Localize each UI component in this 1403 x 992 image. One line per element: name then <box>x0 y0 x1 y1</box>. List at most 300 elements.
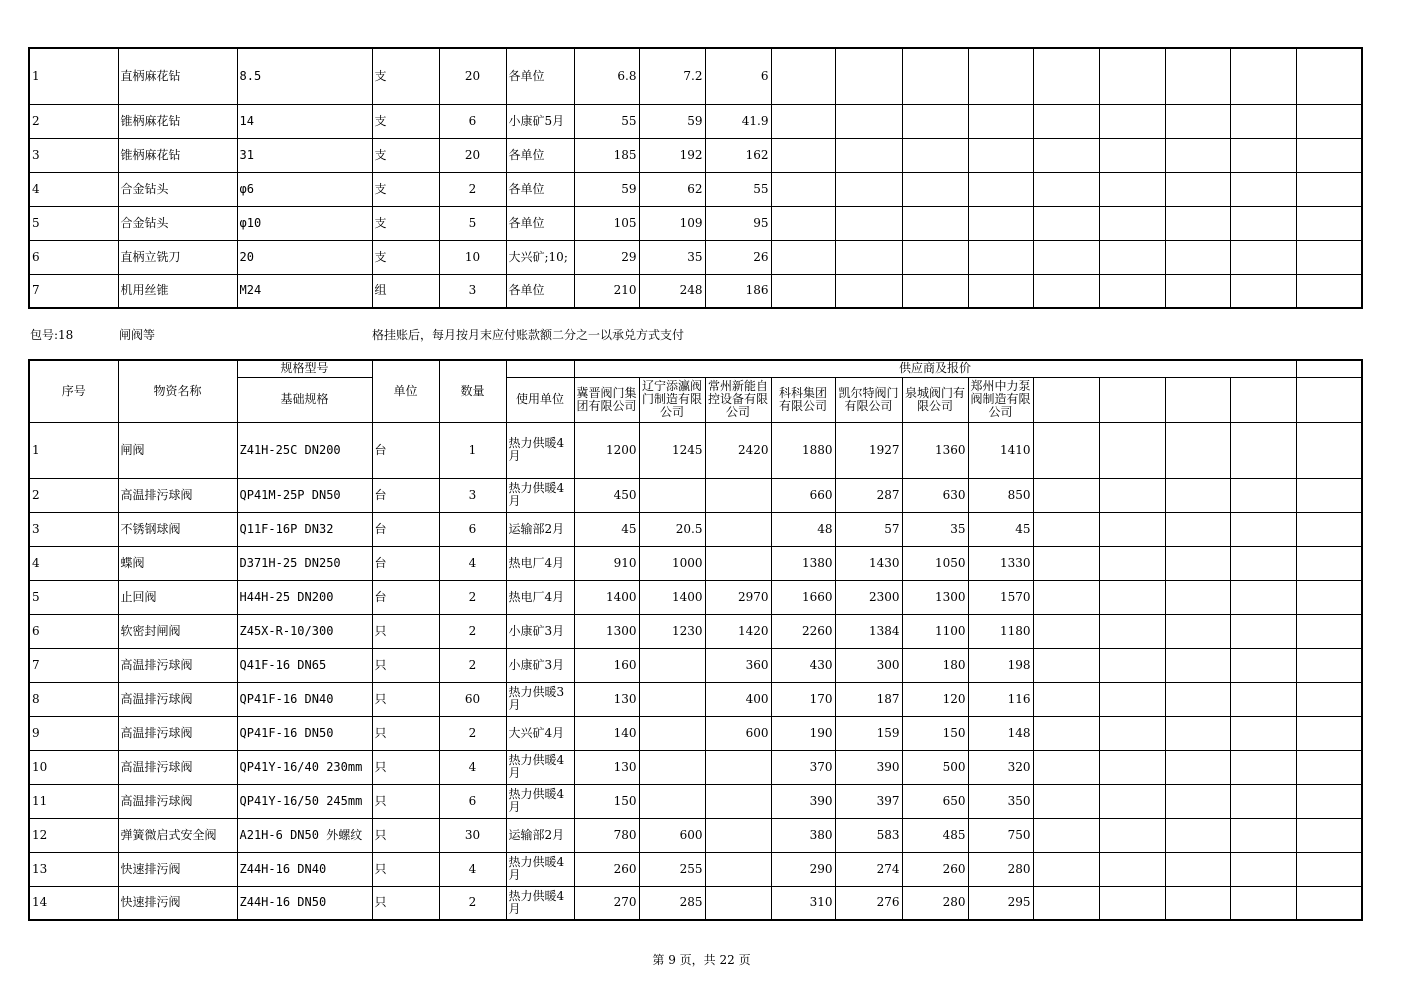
item-qty: 2 <box>439 580 506 614</box>
price-cell <box>705 852 771 886</box>
header-last-top <box>1296 360 1362 377</box>
empty-cell <box>1033 716 1099 750</box>
item-unit: 组 <box>372 274 439 308</box>
row-number: 1 <box>29 48 118 104</box>
price-cell: 57 <box>835 512 902 546</box>
table-row <box>29 138 1362 172</box>
item-name: 不锈钢球阀 <box>118 512 237 546</box>
price-cell: 276 <box>835 886 902 920</box>
item-name: 蝶阀 <box>118 546 237 580</box>
item-spec: QP41Y-16/40 230mm <box>237 750 372 784</box>
price-cell: 650 <box>902 784 968 818</box>
price-cell: 850 <box>968 478 1033 512</box>
price-cell: 35 <box>639 240 705 274</box>
item-qty: 20 <box>439 138 506 172</box>
header-supplier-3: 常州新能自控设备有限公司 <box>705 377 771 422</box>
header-spec: 基础规格 <box>237 377 372 422</box>
item-name: 快速排污阀 <box>118 886 237 920</box>
item-unit: 只 <box>372 614 439 648</box>
main-price-table <box>28 359 1363 921</box>
item-unit: 只 <box>372 886 439 920</box>
item-qty: 4 <box>439 750 506 784</box>
price-cell: 285 <box>639 886 705 920</box>
price-cell: 55 <box>574 104 639 138</box>
price-cell: 1400 <box>574 580 639 614</box>
table-row <box>29 852 1362 886</box>
item-qty: 2 <box>439 614 506 648</box>
price-cell: 62 <box>639 172 705 206</box>
empty-cell <box>1165 512 1230 546</box>
empty-cell <box>1165 580 1230 614</box>
row-number: 6 <box>29 240 118 274</box>
price-cell: 750 <box>968 818 1033 852</box>
header-name: 物资名称 <box>118 360 237 422</box>
empty-cell <box>1230 274 1296 308</box>
item-spec: φ10 <box>237 206 372 240</box>
item-qty: 6 <box>439 104 506 138</box>
empty-cell <box>1099 478 1165 512</box>
price-cell <box>639 750 705 784</box>
empty-cell <box>1230 138 1296 172</box>
price-cell: 1430 <box>835 546 902 580</box>
empty-cell <box>1165 682 1230 716</box>
empty-cell <box>1099 48 1165 104</box>
price-cell: 320 <box>968 750 1033 784</box>
item-spec: Q41F-16 DN65 <box>237 648 372 682</box>
price-cell: 109 <box>639 206 705 240</box>
item-qty: 4 <box>439 546 506 580</box>
item-unit: 只 <box>372 682 439 716</box>
empty-cell <box>1230 614 1296 648</box>
header-spec-group: 规格型号 <box>237 360 372 377</box>
price-cell: 170 <box>771 682 835 716</box>
empty-cell <box>1033 422 1099 478</box>
top-table-body <box>29 48 1362 308</box>
empty-cell <box>1296 172 1362 206</box>
item-unit: 只 <box>372 818 439 852</box>
item-user: 各单位 <box>506 274 574 308</box>
empty-cell <box>1099 172 1165 206</box>
price-cell: 1927 <box>835 422 902 478</box>
price-cell: 600 <box>705 716 771 750</box>
empty-cell <box>1099 886 1165 920</box>
empty-cell <box>1165 750 1230 784</box>
empty-cell <box>902 138 968 172</box>
price-cell: 310 <box>771 886 835 920</box>
empty-cell <box>1165 240 1230 274</box>
empty-cell <box>1033 138 1099 172</box>
item-spec: Z45X-R-10/300 <box>237 614 372 648</box>
empty-cell <box>1033 478 1099 512</box>
item-spec: Z44H-16 DN50 <box>237 886 372 920</box>
empty-cell <box>1033 512 1099 546</box>
row-number: 6 <box>29 614 118 648</box>
table-row <box>29 422 1362 478</box>
empty-cell <box>1099 716 1165 750</box>
price-cell: 29 <box>574 240 639 274</box>
top-price-table <box>28 47 1363 309</box>
item-name: 高温排污球阀 <box>118 716 237 750</box>
table-row <box>29 274 1362 308</box>
price-cell: 6.8 <box>574 48 639 104</box>
item-qty: 4 <box>439 852 506 886</box>
empty-cell <box>1230 852 1296 886</box>
table-row <box>29 48 1362 104</box>
price-cell: 500 <box>902 750 968 784</box>
price-cell: 48 <box>771 512 835 546</box>
table-row <box>29 172 1362 206</box>
item-spec: Z41H-25C DN200 <box>237 422 372 478</box>
price-cell: 1245 <box>639 422 705 478</box>
price-cell <box>705 478 771 512</box>
empty-cell <box>771 138 835 172</box>
price-cell <box>639 784 705 818</box>
item-spec: M24 <box>237 274 372 308</box>
price-cell: 1420 <box>705 614 771 648</box>
item-name: 高温排污球阀 <box>118 682 237 716</box>
item-user: 热力供暖4月 <box>506 886 574 920</box>
price-cell: 105 <box>574 206 639 240</box>
price-cell: 2420 <box>705 422 771 478</box>
header-empty <box>1099 377 1165 422</box>
empty-cell <box>902 274 968 308</box>
price-cell: 186 <box>705 274 771 308</box>
empty-cell <box>902 172 968 206</box>
price-cell: 198 <box>968 648 1033 682</box>
table-row <box>29 886 1362 920</box>
empty-cell <box>1033 750 1099 784</box>
empty-cell <box>902 240 968 274</box>
item-spec: QP41M-25P DN50 <box>237 478 372 512</box>
empty-cell <box>1230 716 1296 750</box>
item-unit: 只 <box>372 750 439 784</box>
header-supplier-4: 科科集团有限公司 <box>771 377 835 422</box>
item-spec: D371H-25 DN250 <box>237 546 372 580</box>
header-empty <box>1230 377 1296 422</box>
item-user: 热电厂4月 <box>506 546 574 580</box>
header-suppliers-group: 供应商及报价 <box>574 360 1296 377</box>
empty-cell <box>1099 682 1165 716</box>
item-name: 合金钻头 <box>118 172 237 206</box>
price-cell: 430 <box>771 648 835 682</box>
item-qty: 60 <box>439 682 506 716</box>
empty-cell <box>1033 886 1099 920</box>
price-cell: 187 <box>835 682 902 716</box>
price-cell: 2970 <box>705 580 771 614</box>
item-name: 直柄麻花钻 <box>118 48 237 104</box>
empty-cell <box>835 48 902 104</box>
item-unit: 只 <box>372 648 439 682</box>
item-name: 快速排污阀 <box>118 852 237 886</box>
item-qty: 2 <box>439 886 506 920</box>
table-row <box>29 104 1362 138</box>
empty-cell <box>1230 682 1296 716</box>
item-unit: 支 <box>372 138 439 172</box>
empty-cell <box>1230 478 1296 512</box>
price-cell: 6 <box>705 48 771 104</box>
empty-cell <box>1033 614 1099 648</box>
item-spec: Q11F-16P DN32 <box>237 512 372 546</box>
price-cell: 45 <box>574 512 639 546</box>
item-user: 热力供暖4月 <box>506 852 574 886</box>
price-cell: 287 <box>835 478 902 512</box>
empty-cell <box>1033 784 1099 818</box>
price-cell: 1660 <box>771 580 835 614</box>
empty-cell <box>1230 886 1296 920</box>
empty-cell <box>1165 784 1230 818</box>
empty-cell <box>1230 48 1296 104</box>
price-cell: 260 <box>574 852 639 886</box>
item-name: 闸阀 <box>118 422 237 478</box>
row-number: 2 <box>29 478 118 512</box>
item-unit: 只 <box>372 716 439 750</box>
empty-cell <box>968 172 1033 206</box>
empty-cell <box>835 138 902 172</box>
price-cell <box>639 648 705 682</box>
item-spec: 20 <box>237 240 372 274</box>
price-cell: 295 <box>968 886 1033 920</box>
empty-cell <box>1099 852 1165 886</box>
empty-cell <box>1230 648 1296 682</box>
empty-cell <box>1296 716 1362 750</box>
empty-cell <box>1165 546 1230 580</box>
empty-cell <box>1099 274 1165 308</box>
price-cell <box>705 546 771 580</box>
header-supplier-5: 凯尔特阀门有限公司 <box>835 377 902 422</box>
header-unit: 单位 <box>372 360 439 422</box>
price-cell: 1180 <box>968 614 1033 648</box>
price-cell <box>705 512 771 546</box>
item-user: 各单位 <box>506 172 574 206</box>
empty-cell <box>771 240 835 274</box>
row-number: 14 <box>29 886 118 920</box>
header-row-1 <box>29 360 1362 377</box>
item-user: 热力供暖4月 <box>506 422 574 478</box>
price-cell <box>639 682 705 716</box>
item-unit: 台 <box>372 512 439 546</box>
price-cell <box>639 478 705 512</box>
empty-cell <box>835 172 902 206</box>
price-cell: 660 <box>771 478 835 512</box>
empty-cell <box>1296 512 1362 546</box>
empty-cell <box>1296 784 1362 818</box>
row-number: 9 <box>29 716 118 750</box>
empty-cell <box>1230 580 1296 614</box>
row-number: 8 <box>29 682 118 716</box>
empty-cell <box>1165 274 1230 308</box>
table-row <box>29 614 1362 648</box>
empty-cell <box>1033 206 1099 240</box>
empty-cell <box>1296 818 1362 852</box>
empty-cell <box>1165 614 1230 648</box>
empty-cell <box>1099 648 1165 682</box>
item-qty: 6 <box>439 512 506 546</box>
item-name: 弹簧微启式安全阀 <box>118 818 237 852</box>
package-label: 包号:18 <box>30 328 74 342</box>
empty-cell <box>1099 138 1165 172</box>
price-cell: 274 <box>835 852 902 886</box>
item-name: 锥柄麻花钻 <box>118 104 237 138</box>
row-number: 7 <box>29 274 118 308</box>
item-user: 小康矿3月 <box>506 614 574 648</box>
empty-cell <box>1033 580 1099 614</box>
empty-cell <box>902 48 968 104</box>
empty-cell <box>1165 886 1230 920</box>
empty-cell <box>1230 104 1296 138</box>
price-cell: 1570 <box>968 580 1033 614</box>
price-cell <box>705 818 771 852</box>
empty-cell <box>968 48 1033 104</box>
empty-cell <box>771 48 835 104</box>
price-cell: 910 <box>574 546 639 580</box>
item-unit: 支 <box>372 206 439 240</box>
item-unit: 只 <box>372 852 439 886</box>
row-number: 5 <box>29 206 118 240</box>
empty-cell <box>1165 818 1230 852</box>
empty-cell <box>1230 172 1296 206</box>
price-cell: 260 <box>902 852 968 886</box>
price-cell: 583 <box>835 818 902 852</box>
price-cell: 1400 <box>639 580 705 614</box>
price-cell: 1100 <box>902 614 968 648</box>
price-cell: 35 <box>902 512 968 546</box>
empty-cell <box>1230 422 1296 478</box>
empty-cell <box>1099 206 1165 240</box>
table-row <box>29 240 1362 274</box>
empty-cell <box>1099 546 1165 580</box>
price-cell: 180 <box>902 648 968 682</box>
item-qty: 30 <box>439 818 506 852</box>
header-supplier-1: 冀晋阀门集团有限公司 <box>574 377 639 422</box>
item-unit: 支 <box>372 240 439 274</box>
item-qty: 3 <box>439 478 506 512</box>
item-name: 高温排污球阀 <box>118 648 237 682</box>
item-spec: 31 <box>237 138 372 172</box>
row-number: 10 <box>29 750 118 784</box>
empty-cell <box>1296 614 1362 648</box>
empty-cell <box>1165 48 1230 104</box>
item-spec: Z44H-16 DN40 <box>237 852 372 886</box>
item-user: 热力供暖4月 <box>506 478 574 512</box>
empty-cell <box>1230 240 1296 274</box>
item-user: 运输部2月 <box>506 512 574 546</box>
empty-cell <box>1296 206 1362 240</box>
price-cell: 2260 <box>771 614 835 648</box>
header-qty: 数量 <box>439 360 506 422</box>
item-name: 软密封闸阀 <box>118 614 237 648</box>
price-cell: 300 <box>835 648 902 682</box>
row-number: 2 <box>29 104 118 138</box>
empty-cell <box>1033 818 1099 852</box>
empty-cell <box>1099 104 1165 138</box>
empty-cell <box>1230 206 1296 240</box>
price-cell: 55 <box>705 172 771 206</box>
header-empty <box>1165 377 1230 422</box>
item-unit: 台 <box>372 580 439 614</box>
empty-cell <box>1099 512 1165 546</box>
item-user: 小康矿3月 <box>506 648 574 682</box>
price-cell: 159 <box>835 716 902 750</box>
empty-cell <box>1165 422 1230 478</box>
empty-cell <box>1230 750 1296 784</box>
empty-cell <box>1230 546 1296 580</box>
empty-cell <box>968 104 1033 138</box>
empty-cell <box>968 274 1033 308</box>
table-row <box>29 784 1362 818</box>
price-cell <box>639 716 705 750</box>
price-cell: 130 <box>574 682 639 716</box>
empty-cell <box>1296 138 1362 172</box>
empty-cell <box>1296 240 1362 274</box>
empty-cell <box>902 206 968 240</box>
item-user: 热力供暖4月 <box>506 784 574 818</box>
price-cell: 1410 <box>968 422 1033 478</box>
item-unit: 支 <box>372 172 439 206</box>
item-unit: 台 <box>372 422 439 478</box>
empty-cell <box>1230 512 1296 546</box>
price-cell: 397 <box>835 784 902 818</box>
item-qty: 3 <box>439 274 506 308</box>
empty-cell <box>1099 818 1165 852</box>
empty-cell <box>1033 104 1099 138</box>
price-cell: 1384 <box>835 614 902 648</box>
table-row <box>29 648 1362 682</box>
item-user: 小康矿5月 <box>506 104 574 138</box>
price-cell: 280 <box>968 852 1033 886</box>
row-number: 7 <box>29 648 118 682</box>
empty-cell <box>1165 478 1230 512</box>
empty-cell <box>1165 716 1230 750</box>
price-cell: 780 <box>574 818 639 852</box>
empty-cell <box>1099 422 1165 478</box>
item-qty: 2 <box>439 716 506 750</box>
empty-cell <box>1033 546 1099 580</box>
item-name: 合金钻头 <box>118 206 237 240</box>
price-cell: 1230 <box>639 614 705 648</box>
empty-cell <box>1165 138 1230 172</box>
price-cell: 390 <box>771 784 835 818</box>
item-qty: 20 <box>439 48 506 104</box>
price-cell: 380 <box>771 818 835 852</box>
price-cell <box>705 784 771 818</box>
row-number: 11 <box>29 784 118 818</box>
price-cell: 280 <box>902 886 968 920</box>
empty-cell <box>835 206 902 240</box>
price-cell: 360 <box>705 648 771 682</box>
table-row <box>29 546 1362 580</box>
price-cell: 350 <box>968 784 1033 818</box>
empty-cell <box>1033 172 1099 206</box>
price-cell: 1380 <box>771 546 835 580</box>
item-spec: H44H-25 DN200 <box>237 580 372 614</box>
item-qty: 2 <box>439 172 506 206</box>
empty-cell <box>902 104 968 138</box>
empty-cell <box>1296 274 1362 308</box>
row-number: 1 <box>29 422 118 478</box>
empty-cell <box>1099 614 1165 648</box>
price-cell: 210 <box>574 274 639 308</box>
price-cell: 150 <box>902 716 968 750</box>
price-cell: 370 <box>771 750 835 784</box>
empty-cell <box>968 206 1033 240</box>
price-cell: 59 <box>639 104 705 138</box>
header-supplier-2: 辽宁添瀛阀门制造有限公司 <box>639 377 705 422</box>
price-cell: 1000 <box>639 546 705 580</box>
item-user: 热力供暖4月 <box>506 750 574 784</box>
empty-cell <box>771 274 835 308</box>
empty-cell <box>1230 784 1296 818</box>
empty-cell <box>1165 104 1230 138</box>
